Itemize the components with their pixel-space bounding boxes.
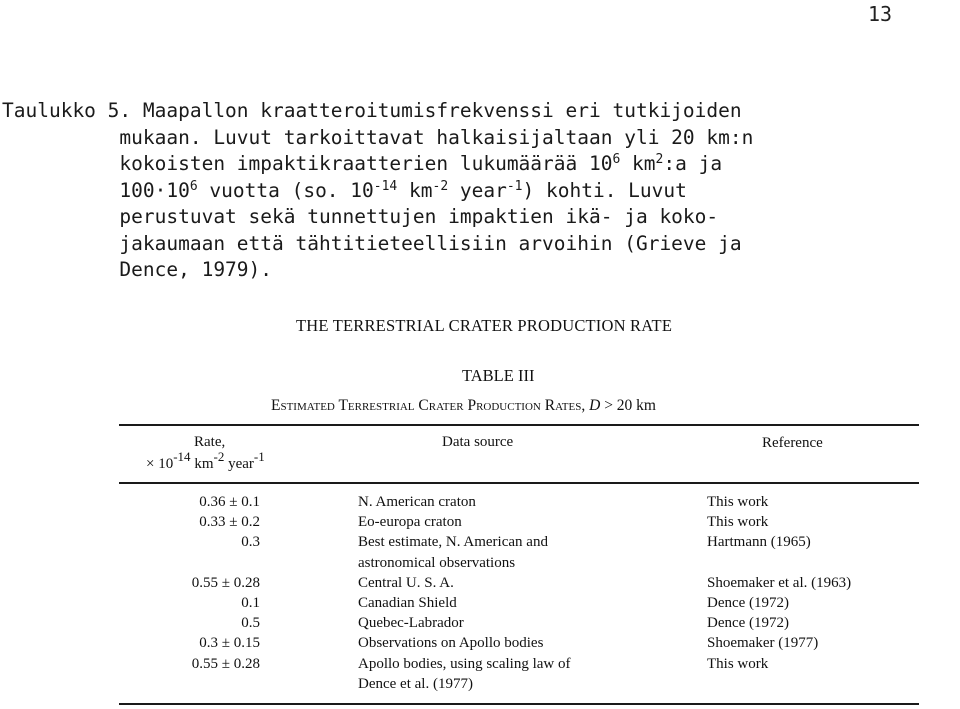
subtitle-variable: D bbox=[589, 397, 601, 414]
caption-text: vuotta (so. 10 bbox=[197, 178, 374, 202]
rate-cell: 0.55 ± 0.28 bbox=[191, 655, 260, 672]
table-row bbox=[0, 676, 960, 696]
reference-cell: This work bbox=[707, 514, 769, 531]
superscript: 2 bbox=[655, 151, 664, 167]
unit-text: year bbox=[224, 456, 254, 472]
reference-cell: Hartmann (1965) bbox=[707, 534, 811, 551]
reference-cell: Dence (1972) bbox=[707, 595, 790, 611]
caption-text: year bbox=[448, 178, 507, 202]
table-row bbox=[0, 575, 960, 595]
table-row bbox=[0, 494, 960, 514]
superscript: -1 bbox=[506, 178, 523, 194]
unit-text: × 10 bbox=[146, 456, 174, 472]
rate-cell: 0.36 ± 0.1 bbox=[199, 494, 260, 510]
data-source-cell: Observations on Apollo bodies bbox=[358, 635, 544, 652]
rate-cell: 0.33 ± 0.2 bbox=[199, 514, 260, 531]
table-top-rule bbox=[119, 424, 919, 426]
table-row bbox=[0, 615, 960, 635]
table-row bbox=[0, 595, 960, 615]
data-source-cell: N. American craton bbox=[358, 494, 476, 510]
superscript: -2 bbox=[432, 178, 449, 194]
table-row bbox=[0, 534, 960, 554]
rate-cell: 0.3 bbox=[241, 534, 260, 551]
superscript: -14 bbox=[373, 178, 398, 194]
data-source-cell: Best estimate, N. American and bbox=[358, 534, 548, 551]
data-source-cell: astronomical observations bbox=[358, 554, 516, 571]
page-number: 13 bbox=[868, 2, 893, 26]
caption-text: km bbox=[620, 152, 656, 175]
table-bottom-rule bbox=[119, 703, 919, 705]
table-heading: THE TERRESTRIAL CRATER PRODUCTION RATE bbox=[296, 316, 673, 335]
superscript: 6 bbox=[612, 151, 621, 167]
reference-cell: This work bbox=[707, 655, 769, 672]
caption-line: mukaan. Luvut tarkoittavat halkaisijaltaan yli 20 km:n bbox=[2, 125, 754, 149]
reference-cell: Shoemaker (1977) bbox=[707, 635, 819, 652]
caption-text: km bbox=[397, 178, 433, 202]
data-source-cell: Apollo bodies, using scaling law of bbox=[358, 655, 571, 672]
table-row bbox=[0, 514, 960, 534]
caption-text: kokoisten impaktikraatterien lukumäärää 10 bbox=[2, 152, 613, 175]
data-source-cell: Eo-europa craton bbox=[358, 514, 462, 531]
data-source-cell: Central U. S. A. bbox=[358, 574, 454, 591]
caption-line bbox=[2, 151, 952, 178]
rate-cell: 0.1 bbox=[241, 595, 260, 611]
table-number: TABLE III bbox=[462, 366, 535, 385]
reference-cell: Shoemaker et al. (1963) bbox=[707, 574, 852, 591]
rate-cell: 0.3 ± 0.15 bbox=[199, 635, 260, 652]
column-header-rate: Rate, bbox=[194, 434, 226, 450]
rate-cell: 0.5 bbox=[241, 615, 260, 632]
caption-line bbox=[2, 178, 952, 205]
reference-cell: Dence (1972) bbox=[707, 615, 790, 632]
table-row bbox=[0, 555, 960, 575]
data-source-cell: Quebec-Labrador bbox=[358, 615, 464, 632]
superscript: -1 bbox=[253, 448, 265, 464]
rate-cell: 0.55 ± 0.28 bbox=[191, 574, 260, 591]
caption-line: perustuvat sekä tunnettujen impaktien ikä- ja koko- bbox=[2, 205, 719, 228]
column-header-reference: Reference bbox=[762, 435, 823, 451]
table-row bbox=[0, 656, 960, 676]
reference-cell: This work bbox=[707, 494, 769, 510]
superscript: 6 bbox=[189, 178, 198, 194]
caption-line: Dence, 1979). bbox=[2, 258, 273, 281]
caption-line: jakaumaan että tähtitieteellisiin arvoihin (Grieve ja bbox=[2, 231, 742, 255]
caption-text: :a ja bbox=[663, 152, 723, 175]
unit-text: km bbox=[190, 456, 214, 472]
subtitle-text: > 20 km bbox=[600, 397, 656, 414]
table-header-rule bbox=[119, 482, 919, 484]
data-source-cell: Canadian Shield bbox=[358, 595, 457, 611]
table-subtitle bbox=[271, 397, 656, 415]
superscript: -14 bbox=[173, 448, 191, 464]
column-header-unit bbox=[146, 448, 265, 473]
caption-text: 100·10 bbox=[2, 178, 190, 202]
superscript: -2 bbox=[213, 448, 225, 464]
caption-line: Taulukko 5. Maapallon kraatteroitumisfrekvenssi eri tutkijoiden bbox=[2, 99, 742, 122]
data-source-cell: Dence et al. (1977) bbox=[358, 675, 473, 692]
caption-text: ) kohti. Luvut bbox=[522, 178, 687, 202]
table-row bbox=[0, 635, 960, 655]
table-caption bbox=[2, 98, 952, 284]
subtitle-text: Estimated Terrestrial Crater Production Rates, bbox=[271, 397, 590, 414]
column-header-data-source: Data source bbox=[442, 434, 514, 450]
